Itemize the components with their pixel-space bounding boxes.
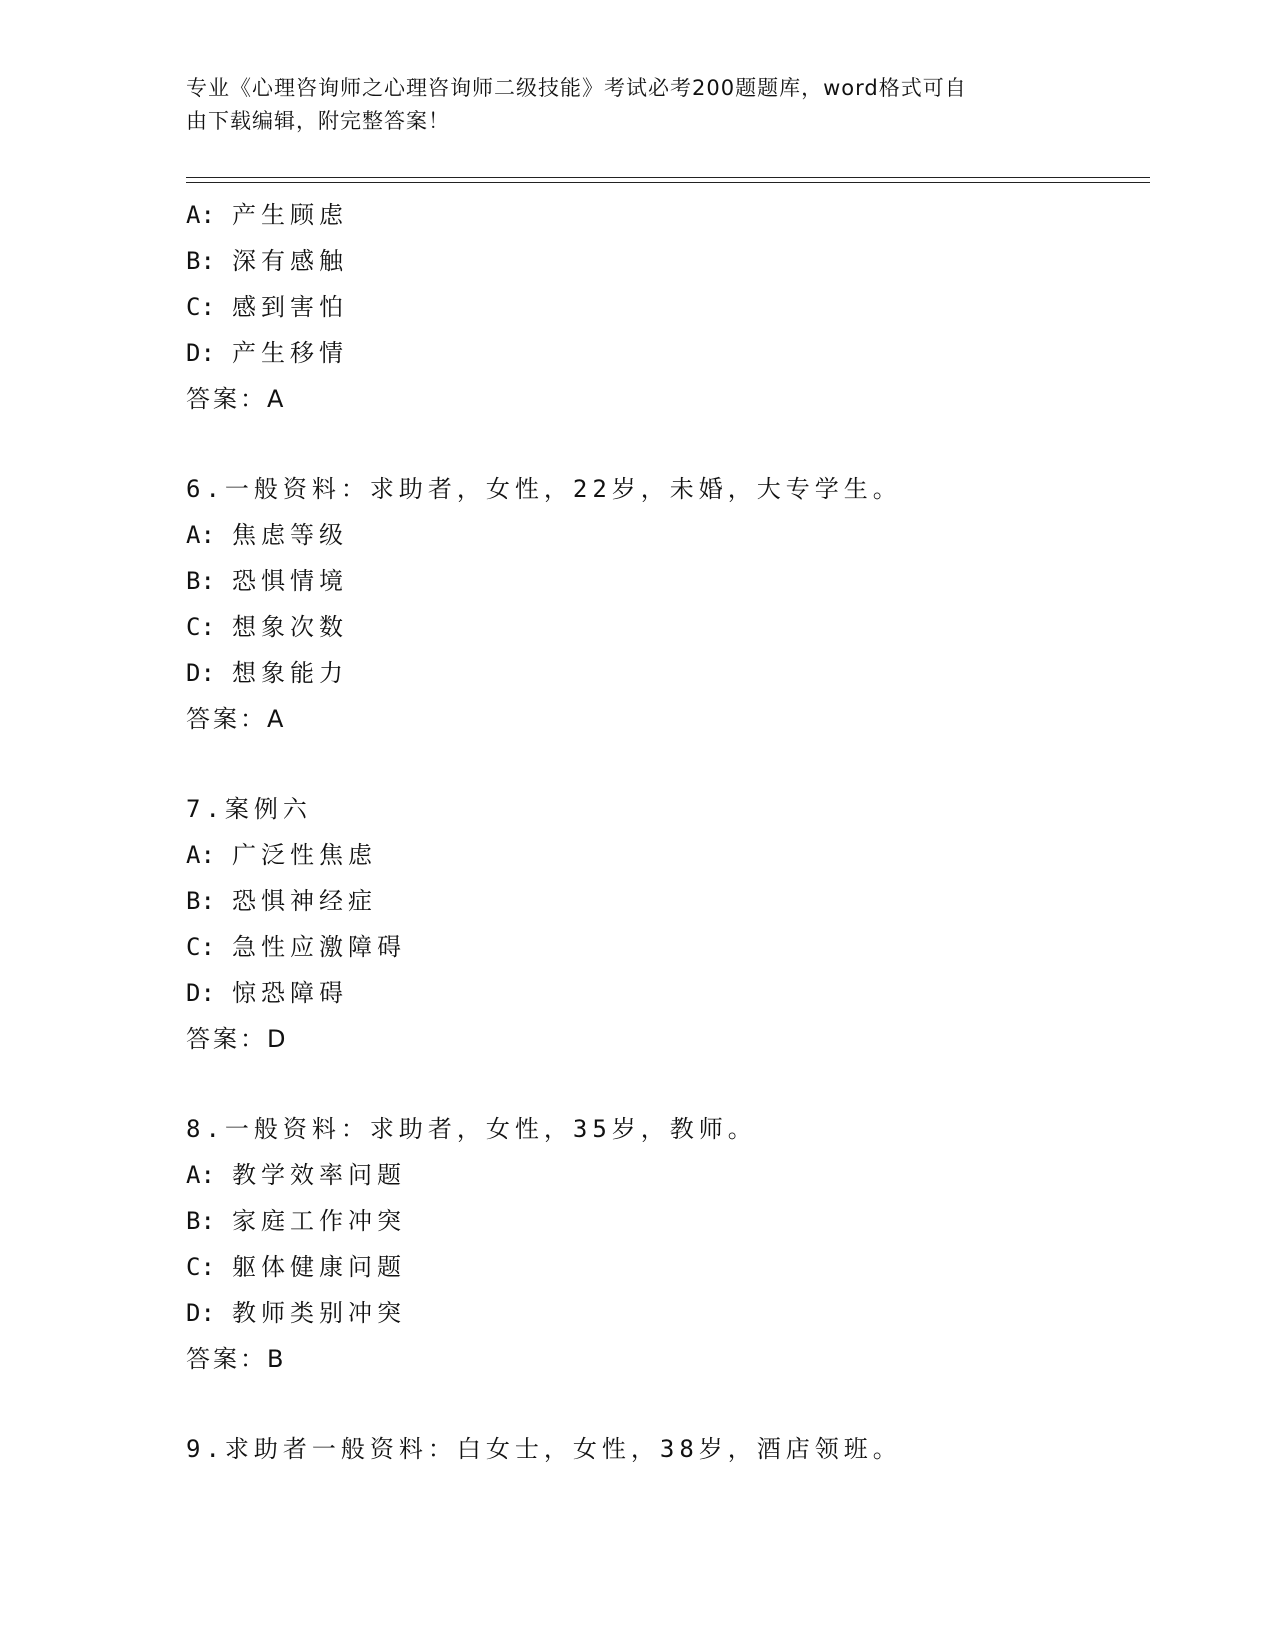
header-line-2: 由下载编辑，附完整答案！ [186,109,450,133]
question-list [186,192,1150,1472]
option-letter: B: [186,1207,215,1235]
option-d [186,650,1150,696]
question-block-6 [186,466,1150,742]
question-title: 8.一般资料：求助者，女性，35岁，教师。 [186,1115,757,1143]
option-letter: B: [186,247,215,275]
option-text: 广泛性焦虑 [232,841,377,869]
spacer [186,742,1150,786]
option-text: 躯体健康问题 [232,1253,406,1281]
option-text: 想象次数 [232,613,348,641]
option-b [186,558,1150,604]
option-letter: C: [186,613,215,641]
option-letter: B: [186,567,215,595]
option-text: 感到害怕 [232,293,348,321]
option-letter: B: [186,887,215,915]
answer-line: 答案：B [186,1345,287,1373]
option-d [186,1290,1150,1336]
option-b [186,1198,1150,1244]
option-letter: C: [186,1253,215,1281]
option-text: 家庭工作冲突 [232,1207,406,1235]
option-text: 产生移情 [232,339,348,367]
spacer [186,1382,1150,1426]
option-letter: A: [186,1161,215,1189]
option-b [186,238,1150,284]
question-block-7 [186,786,1150,1062]
answer-line: 答案：A [186,385,287,413]
question-block-8 [186,1106,1150,1382]
option-a [186,192,1150,238]
option-text: 教师类别冲突 [232,1299,406,1327]
header-divider-bottom [186,182,1150,183]
option-a [186,512,1150,558]
header-divider-top [186,177,1150,178]
option-text: 想象能力 [232,659,348,687]
option-a [186,1152,1150,1198]
option-text: 教学效率问题 [232,1161,406,1189]
option-text: 恐惧情境 [232,567,348,595]
option-letter: A: [186,521,215,549]
question-title: 6.一般资料：求助者，女性，22岁，未婚，大专学生。 [186,475,902,503]
question-title: 9.求助者一般资料：白女士，女性，38岁，酒店领班。 [186,1435,902,1463]
option-text: 深有感触 [232,247,348,275]
option-c [186,924,1150,970]
answer-line: 答案：A [186,705,287,733]
option-text: 惊恐障碍 [232,979,348,1007]
option-letter: D: [186,339,215,367]
option-letter: A: [186,841,215,869]
option-letter: A: [186,201,215,229]
option-letter: D: [186,1299,215,1327]
option-c [186,604,1150,650]
option-c [186,284,1150,330]
question-block-9 [186,1426,1150,1472]
option-text: 产生顾虑 [232,201,348,229]
header-line-1: 专业《心理咨询师之心理咨询师二级技能》考试必考200题题库，word格式可自 [186,76,967,100]
option-letter: D: [186,979,215,1007]
option-text: 恐惧神经症 [232,887,377,915]
option-text: 急性应激障碍 [232,933,406,961]
option-text: 焦虑等级 [232,521,348,549]
document-header [186,72,1066,138]
option-letter: C: [186,933,215,961]
option-letter: C: [186,293,215,321]
option-d [186,970,1150,1016]
spacer [186,1062,1150,1106]
option-c [186,1244,1150,1290]
option-letter: D: [186,659,215,687]
question-title: 7.案例六 [186,795,312,823]
option-d [186,330,1150,376]
option-a [186,832,1150,878]
spacer [186,422,1150,466]
answer-line: 答案：D [186,1025,289,1053]
option-b [186,878,1150,924]
question-block-5 [186,192,1150,422]
